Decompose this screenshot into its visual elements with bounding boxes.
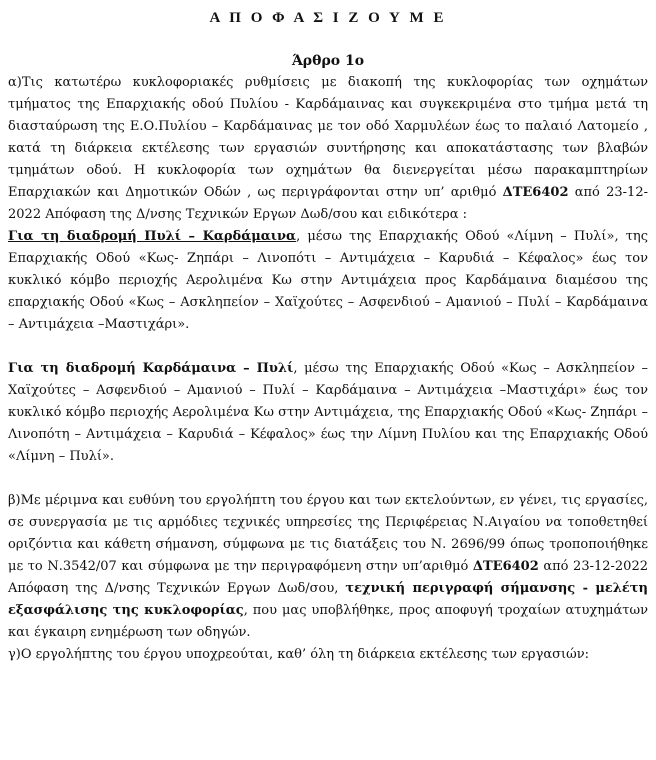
paragraph-a-text-after: από 23-12-2022 Απόφαση της Δ/νσης Τεχνικών Εργων Δωδ/σου και ειδικότερα : [8, 185, 648, 222]
route-1-text: , μέσω της Επαρχιακής Οδού «Λίμνη – Πυλί», της Επαρχιακής Οδού «Κως- Ζηπάρι – Λινοπότι – Αντιμάχεια – Καρυδιά – Κέφαλος» έως τον κυκλικό κόμβο περιοχής Αερολιμένα Κω στην Αντιμάχεια προς Καρδάμαινα διαμέσου της επαρχιακής Οδού «Κως – Ασκληπείον – Χαϊχούτες – Ασφενδιού – Αμανιού – Πυλί – Καρδάμαινα – Αντιμάχεια –Μαστιχάρι». [8, 229, 648, 332]
paragraph-a-text-before: α)Τις κατωτέρω κυκλοφοριακές ρυθμίσεις με διακοπή της κυκλοφορίας των οχημάτων τμήματος της Επαρχιακής οδού Πυλίου - Καρδάμαινας και συγκεκριμένα στο τμήμα μετά τη διασταύρωση της Ε.Ο.Πυλίου – Καρδάμαινας με τον οδό Χαρμυλέων έως το παλαιό Λατομείο , κατά τη διάρκεια εκτέλεσης των εργασιών συντήρησης και αποκατάστασης των βλαβών τμημάτων οδού. Η κυκλοφορία των οχημάτων θα διενεργείται μέσω παρακαμπτηρίων Επαρχιακών και Δημοτικών Οδών , ως περιγράφονται στην υπ’ αριθμό [8, 75, 648, 200]
spacer [8, 336, 648, 358]
route-2-paragraph [8, 358, 648, 468]
article-title: Άρθρο 1ο [291, 53, 365, 69]
paragraph-b-text-before: β)Με μέριμνα και ευθύνη του εργολήπτη του έργου και των εκτελούντων, εν γένει, τις εργασίες, σε συνεργασία με τις αρμόδιες τεχνικές υπηρεσίες της Περιφέρειας Ν.Αιγαίου να τοποθετηθεί οριζόντια και κάθετη σήμανση, σύμφωνα με τις διατάξεις του Ν. 2696/99 όπως τροποποιήθηκε με το Ν.3542/07 και σύμφωνα με την περιγραφόμενη στην υπ’αριθμό [8, 493, 648, 574]
route-1-title: Για τη διαδρομή Πυλί – Καρδάμαινα [8, 229, 297, 244]
paragraph-b-text-after: , που μας υποβλήθηκε, προς αποφυγή τροχαίων ατυχημάτων και έγκαιρη ενημέρωση των οδηγών. [8, 603, 648, 640]
spacer [8, 468, 648, 490]
paragraph-b-text-middle: από 23-12-2022 Απόφαση της Δ/νσης Τεχνικών Εργων Δωδ/σου, [8, 559, 648, 596]
route-2-title: Για τη διαδρομή Καρδάμαινα – Πυλί [8, 361, 294, 376]
route-2-text: , μέσω της Επαρχιακής Οδού «Κως – Ασκληπείον – Χαϊχούτες – Ασφενδιού – Αμανιού – Πυλί – Καρδάμαινα – Αντιμάχεια –Μαστιχάρι» έως τον κυκλικό κόμβο περιοχής Αερολιμένα Κω στην Αντιμάχεια, της Επαρχιακής Οδού «Κως- Ζηπάρι – Λινοπότη – Αντιμάχεια – Καρυδιά – Κέφαλος» έως την Λίμνη Πυλίου και της Επαρχιακής Οδού «Λίμνη – Πυλί». [8, 361, 648, 464]
paragraph-b [8, 490, 648, 644]
decision-heading: Α Π Ο Φ Α Σ Ι Ζ Ο Υ Μ Ε [209, 10, 447, 26]
paragraph-a [8, 72, 648, 226]
paragraph-b-decision-number: ΔΤΕ6402 [472, 559, 539, 574]
document-page [8, 0, 648, 666]
paragraph-a-decision-number: ΔΤΕ6402 [502, 185, 569, 200]
paragraph-c: γ)Ο εργολήπτης του έργου υποχρεούται, καθ’ όλη τη διάρκεια εκτέλεσης των εργασιών: [8, 647, 589, 662]
paragraph-b-bold-text: τεχνική περιγραφή σήμανσης - μελέτη εξασφάλισης της κυκλοφορίας [8, 581, 648, 618]
route-1-paragraph [8, 226, 648, 336]
